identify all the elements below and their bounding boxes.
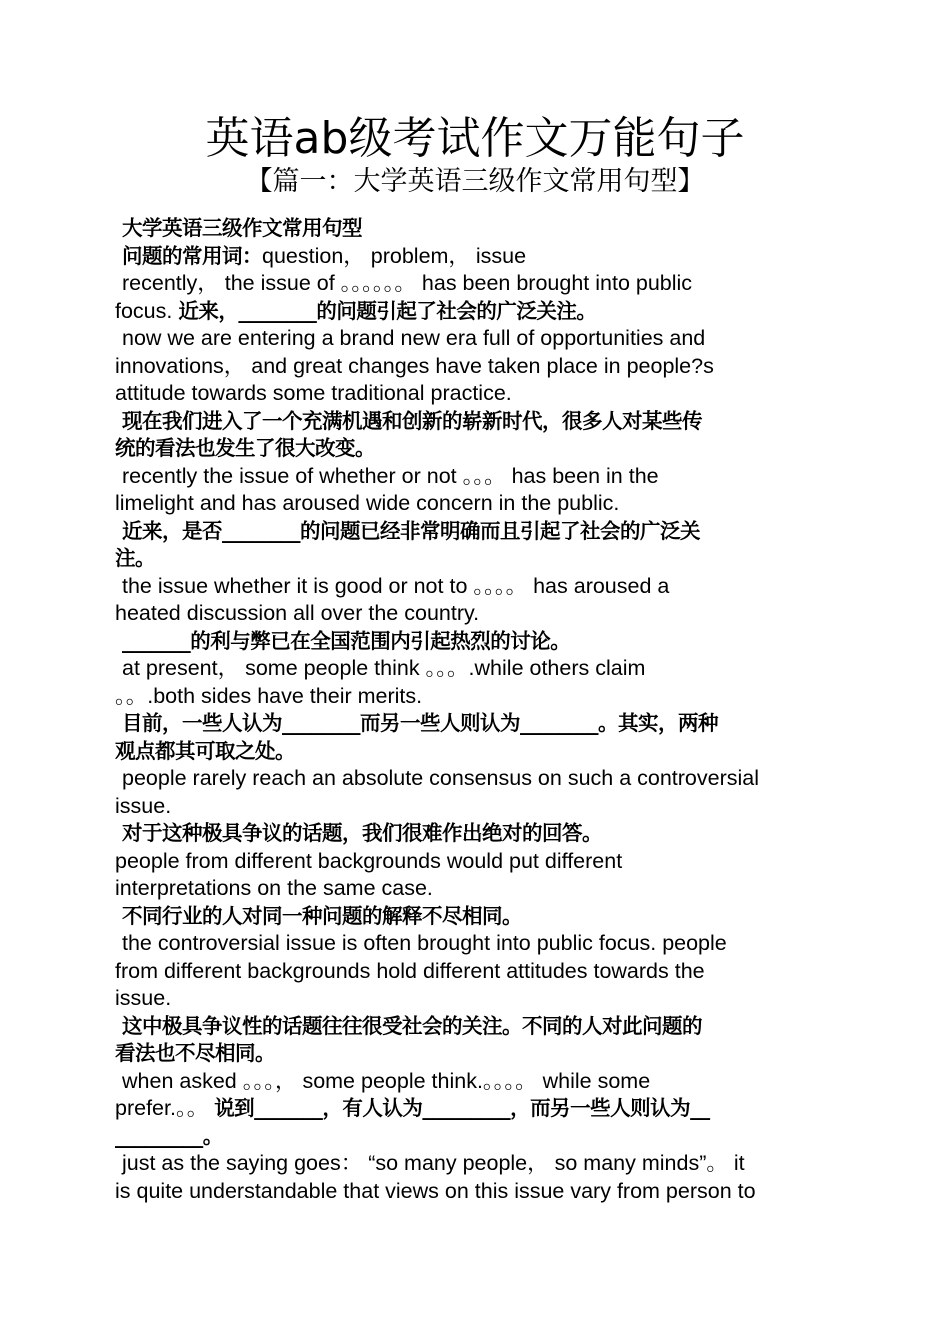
text-fragment: prefer.。。 xyxy=(115,1096,215,1120)
text-line: at present， some people think 。。。.while others claim xyxy=(122,656,646,680)
text-line: issue. xyxy=(115,793,172,818)
text-line: 。。.both sides have their merits. xyxy=(115,683,423,708)
text-line: the controversial issue is often brought into public focus. people xyxy=(122,931,727,955)
text-line: 注。 xyxy=(115,546,155,570)
text-line: interpretations on the same case. xyxy=(115,876,433,900)
text-line: 统的看法也发生了很大改变。 xyxy=(115,436,375,460)
text-line: 现在我们进入了一个充满机遇和创新的崭新时代，很多人对某些传 xyxy=(122,408,702,433)
text-line: the issue whether it is good or not to 。。。。 has aroused a xyxy=(122,573,670,598)
text-line: 这中极具争议性的话题往往很受社会的关注。不同的人对此问题的 xyxy=(122,1013,702,1038)
text-line: is quite understandable that views on this issue vary from person to xyxy=(115,1178,756,1203)
text-line: people rarely reach an absolute consensus on such a controversial xyxy=(122,766,760,790)
text-line: 对于这种极具争议的话题，我们很难作出绝对的回答。 xyxy=(122,821,602,845)
text-line xyxy=(115,1095,840,1123)
text-line xyxy=(115,243,840,271)
document-title: 英语ab级考试作文万能句子 xyxy=(205,113,745,164)
text-line: 目前，一些人认为________而另一些人则认为________。其实，两种 xyxy=(122,711,718,735)
text-line: 观点都其可取之处。 xyxy=(115,738,295,763)
text-line: just as the saying goes： “so many people， so many minds”。 it xyxy=(122,1151,745,1175)
text-line: from different backgrounds hold different attitudes towards the xyxy=(115,958,705,983)
text-fragment: 说到_______，有人认为_________，而另一些人则认为__ xyxy=(214,1096,710,1120)
text-line: 不同行业的人对同一种问题的解释不尽相同。 xyxy=(122,903,522,928)
text-line: issue. xyxy=(115,986,172,1010)
text-line: when asked 。。。， some people think.。。。。 while some xyxy=(122,1068,651,1093)
text-line: 大学英语三级作文常用句型 xyxy=(122,216,362,240)
text-line: _________。 xyxy=(115,1123,223,1148)
text-fragment: focus. xyxy=(115,298,179,323)
text-fragment: 近来，________的问题引起了社会的广泛关注。 xyxy=(178,298,597,323)
text-line: 看法也不尽相同。 xyxy=(115,1041,275,1065)
document-body xyxy=(115,215,840,1205)
text-line: now we are entering a brand new era full of opportunities and xyxy=(122,326,706,350)
text-line: recently the issue of whether or not 。。。 has been in the xyxy=(122,463,659,488)
text-line: attitude towards some traditional practice. xyxy=(115,381,512,405)
text-line: limelight and has aroused wide concern in the public. xyxy=(115,491,620,515)
text-line: recently， the issue of 。。。。。。 has been brought into public xyxy=(122,271,693,295)
text-fragment: 问题的常用词： xyxy=(122,243,262,268)
text-line: heated discussion all over the country. xyxy=(115,601,480,625)
text-line: innovations， and great changes have taken place in people?s xyxy=(115,353,714,378)
document-subtitle: 【篇一：大学英语三级作文常用句型】 xyxy=(245,166,705,197)
text-line: 近来，是否________的问题已经非常明确而且引起了社会的广泛关 xyxy=(122,518,700,543)
text-line: _______的利与弊已在全国范围内引起热烈的讨论。 xyxy=(122,628,571,653)
text-fragment: question， problem， issue xyxy=(262,243,527,268)
text-line: people from different backgrounds would put different xyxy=(115,848,623,873)
text-line xyxy=(115,298,840,326)
